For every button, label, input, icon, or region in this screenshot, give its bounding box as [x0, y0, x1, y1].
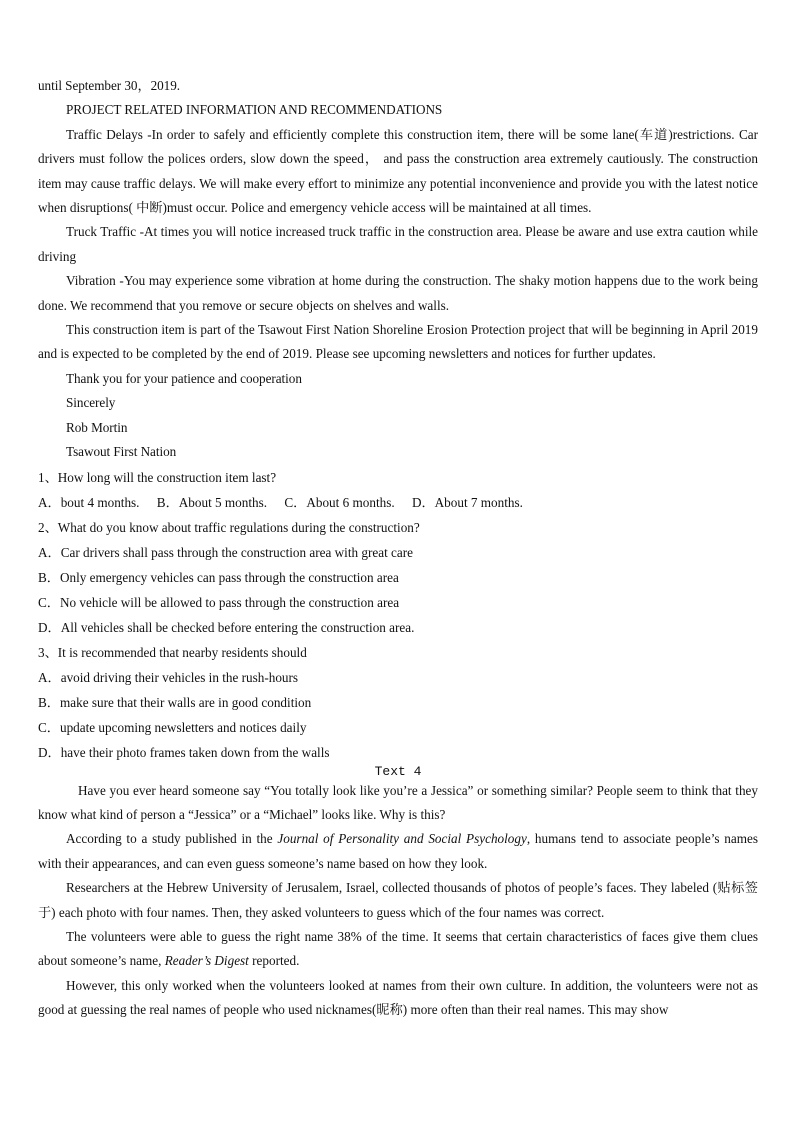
question-3 — [38, 640, 758, 765]
closing-organization: Tsawout First Nation — [66, 444, 177, 460]
option-c[interactable]: C．About 6 months. — [284, 494, 395, 510]
options-row — [38, 490, 758, 515]
question-stem: 3、It is recommended that nearby residents should — [38, 644, 307, 660]
option-a[interactable]: A．avoid driving their vehicles in the rush-hours — [38, 669, 299, 685]
option-b[interactable]: B．About 5 months. — [156, 494, 268, 510]
question-1 — [38, 465, 758, 515]
opening-line: until September 30，2019. — [38, 78, 181, 93]
option-d[interactable]: D．All vehicles shall be checked before entering the construction area. — [38, 619, 415, 635]
closing-signer-name: Rob Mortin — [66, 419, 128, 435]
passage-title: Text 4 — [374, 763, 422, 779]
paragraph-intro: Have you ever heard someone say “You totally look like you’re a Jessica” or something similar? People seem to think that they know what kind of person a “Jessica” or a “Michael” looks like. Why is this? — [38, 782, 758, 822]
option-b[interactable]: B．Only emergency vehicles can pass through the construction area — [38, 569, 399, 585]
option-a[interactable]: A．Car drivers shall pass through the construction area with great care — [38, 544, 413, 560]
paragraph-truck-traffic: Truck Traffic -At times you will notice increased truck traffic in the construction area. Please be aware and use extra caution while driving — [38, 224, 758, 264]
paragraph-culture: However, this only worked when the volunteers looked at names from their own culture. In addition, the volunteers were not as good at guessing the real names of people who used nicknames(昵称) more often than their real names. This may show — [38, 977, 758, 1018]
paragraph-study — [38, 827, 758, 876]
paragraph-traffic-delays: Traffic Delays -In order to safely and efficiently complete this construction item, there will be some lane(车道)restrictions. Car drivers must follow the polices orders, slow down the speed， and pass the construction area extremely cautiously. The construction item may cause traffic delays. We will make every effort to minimize any potential inconvenience and provide you with the latest notice when disruptions( 中断)must occur. Police and emergency vehicle access will be maintained at all times. — [38, 126, 758, 216]
option-d[interactable]: D．have their photo frames taken down from the walls — [38, 744, 330, 760]
journal-title: Journal of Personality and Social Psychology — [277, 831, 527, 847]
option-c[interactable]: C．update upcoming newsletters and notices daily — [38, 719, 307, 735]
question-stem: 2、What do you know about traffic regulations during the construction? — [38, 519, 420, 535]
paragraph-project-info: This construction item is part of the Tsawout First Nation Shoreline Erosion Protection project that will be beginning in April 2019 and is expected to be completed by the end of 2019. Please see upcoming newsletters and notices for further updates. — [38, 322, 758, 362]
option-b[interactable]: B．make sure that their walls are in good condition — [38, 694, 312, 710]
option-c[interactable]: C．No vehicle will be allowed to pass through the construction area — [38, 594, 400, 610]
publication-title: Reader’s Digest — [164, 953, 249, 969]
paragraph-researchers: Researchers at the Hebrew University of Jerusalem, Israel, collected thousands of photos of people’s faces. They labeled (贴标签于) each photo with four names. Then, they asked volunteers to guess which of the four names was correct. — [38, 880, 758, 920]
option-d[interactable]: D．About 7 months. — [411, 494, 523, 510]
section-heading: PROJECT RELATED INFORMATION AND RECOMMENDATIONS — [66, 102, 443, 118]
document-page — [38, 74, 758, 1023]
question-2 — [38, 515, 758, 640]
text-segment: , humans tend to associate people’s names with their appearances, and can even guess someone’s name based on how they look. — [38, 831, 758, 871]
paragraph-vibration: Vibration -You may experience some vibration at home during the construction. The shaky motion happens due to the work being done. We recommend that you remove or secure objects on shelves and walls. — [38, 273, 758, 313]
text-segment: reported. — [248, 953, 300, 969]
text-segment: The volunteers were able to guess the right name 38% of the time. It seems that certain characteristics of faces give them clues about someone’s name, — [38, 928, 758, 969]
paragraph-results — [38, 925, 758, 974]
closing-sincerely: Sincerely — [66, 395, 116, 411]
closing-thanks: Thank you for your patience and cooperation — [66, 370, 302, 386]
text-segment: According to a study published in the — [66, 831, 278, 847]
option-a[interactable]: A．bout 4 months. — [38, 494, 140, 510]
question-stem: 1、How long will the construction item last? — [38, 469, 277, 485]
